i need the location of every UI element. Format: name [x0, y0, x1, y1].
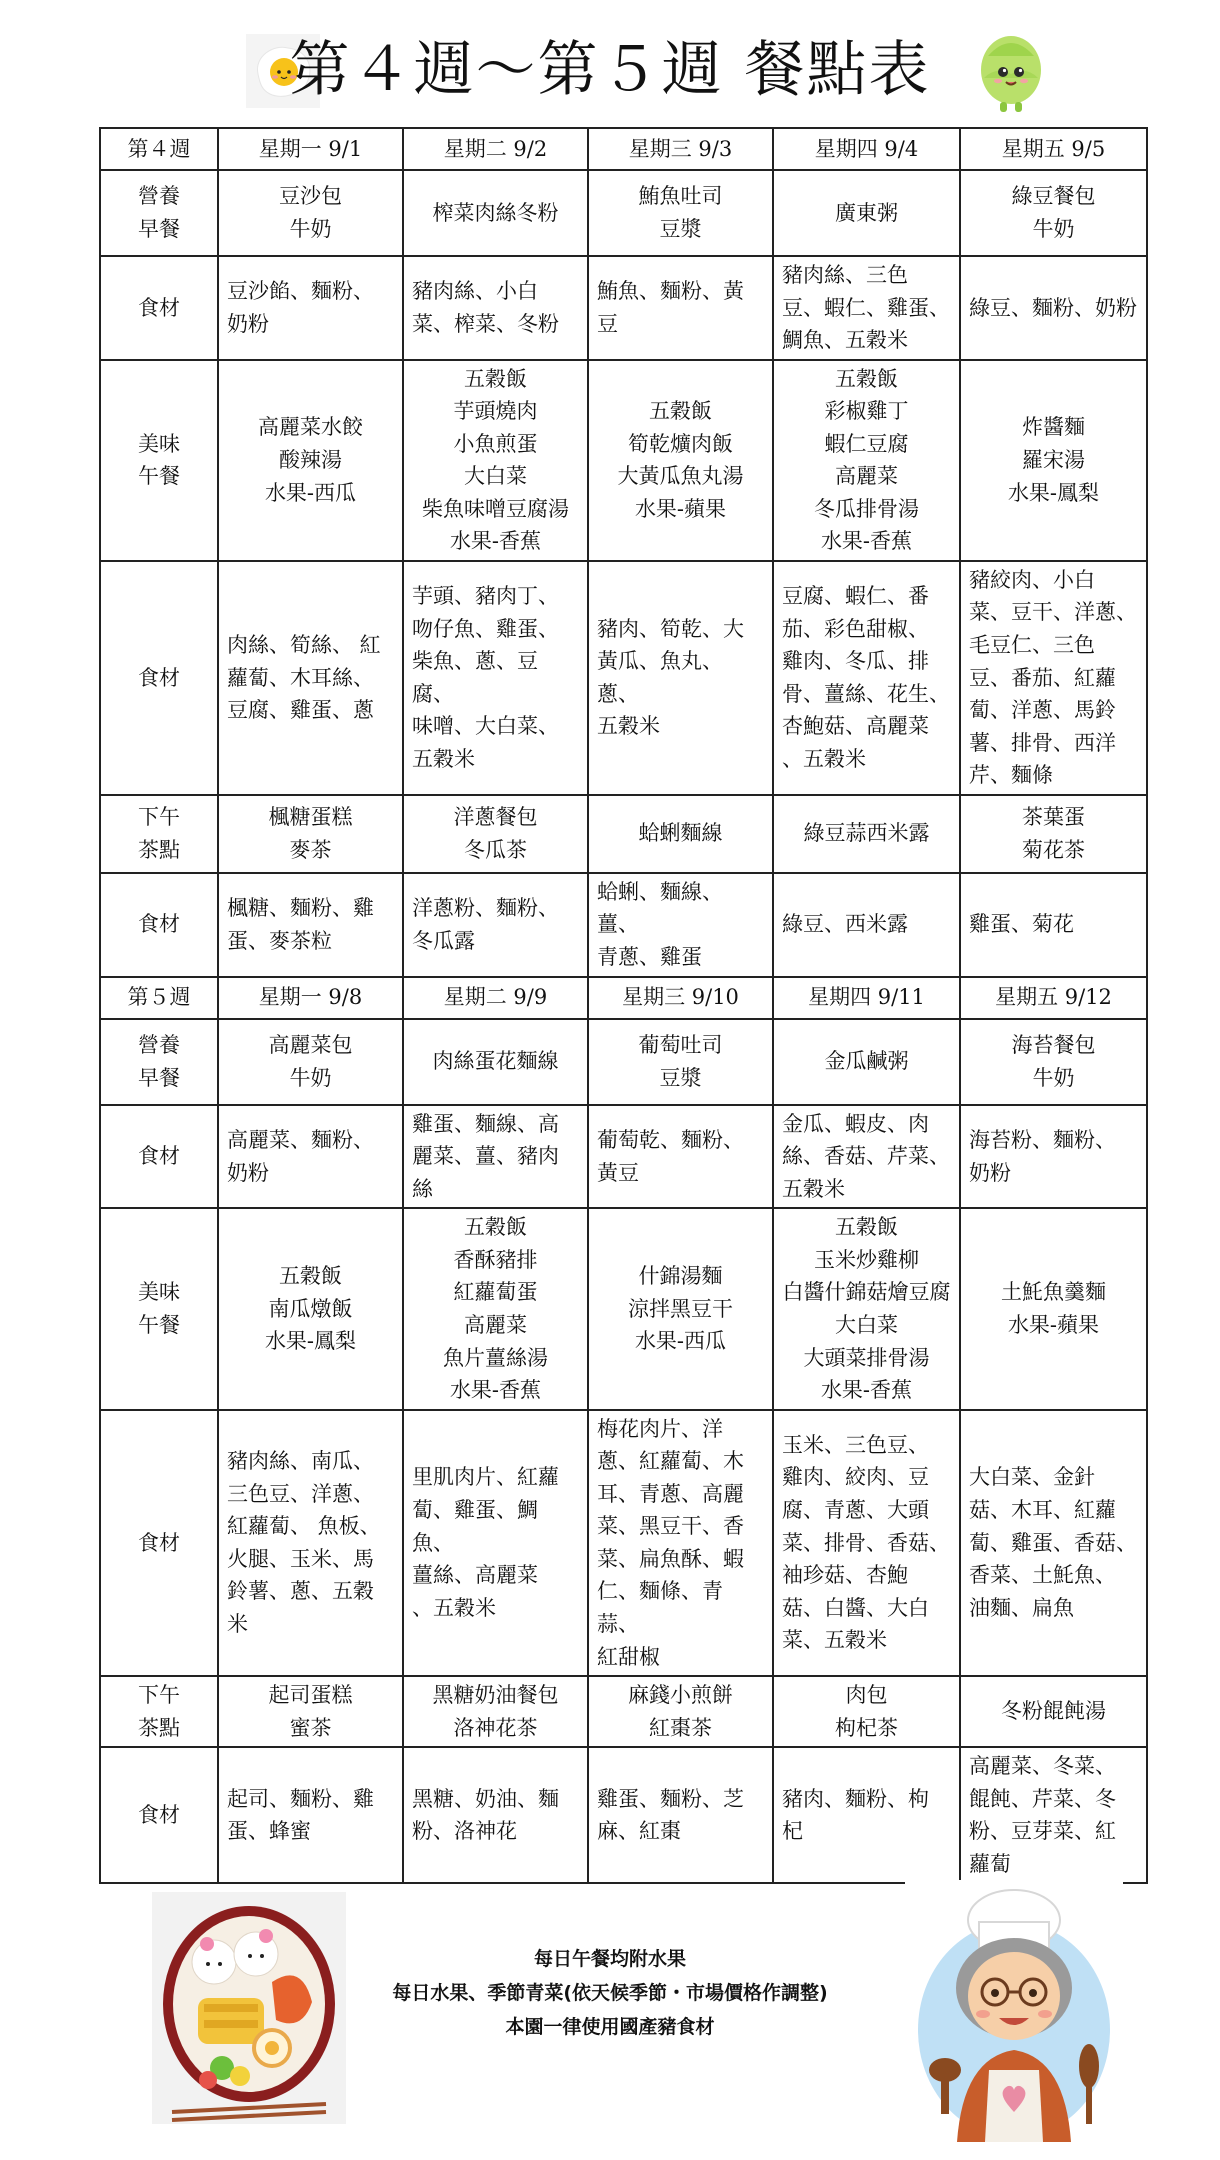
ingredients-cell: 里肌肉片、紅蘿 蔔、雞蛋、鯛魚、 薑絲、高麗菜 、五穀米 [403, 1410, 588, 1676]
row-label: 食材 [100, 1410, 218, 1676]
day-header: 星期三 9/10 [588, 977, 773, 1019]
ingredients-cell: 芋頭、豬肉丁、 吻仔魚、雞蛋、 柴魚、蔥、豆腐、 味噌、大白菜、 五穀米 [403, 561, 588, 795]
ingredients-cell: 綠豆、麵粉、奶粉 [960, 256, 1147, 360]
row-label: 食材 [100, 1747, 218, 1883]
meal-cell: 廣東粥 [773, 170, 960, 256]
day-header: 星期五 9/12 [960, 977, 1147, 1019]
notes [330, 1942, 890, 2044]
ingredients-cell: 豬肉、筍乾、大 黃瓜、魚丸、蔥、 五穀米 [588, 561, 773, 795]
ingredients-cell: 梅花肉片、洋 蔥、紅蘿蔔、木 耳、青蔥、高麗 菜、黑豆干、香 菜、扁魚酥、蝦 仁、麵條、青蒜、 紅甜椒 [588, 1410, 773, 1676]
meal-row [100, 1676, 1147, 1747]
meal-cell: 五穀飯 彩椒雞丁 蝦仁豆腐 高麗菜 冬瓜排骨湯 水果-香蕉 [773, 360, 960, 561]
row-label: 食材 [100, 1105, 218, 1209]
ingredients-cell: 蛤蜊、麵線、薑、 青蔥、雞蛋 [588, 873, 773, 977]
ingredients-cell: 楓糖、麵粉、雞 蛋、麥茶粒 [218, 873, 403, 977]
ingredients-row [100, 873, 1147, 977]
row-label: 食材 [100, 561, 218, 795]
meal-row [100, 1208, 1147, 1409]
ingredients-cell: 豬肉絲、南瓜、 三色豆、洋蔥、 紅蘿蔔、 魚板、 火腿、玉米、馬 鈴薯、蔥、五穀 米 [218, 1410, 403, 1676]
meal-cell: 鮪魚吐司 豆漿 [588, 170, 773, 256]
meal-row [100, 360, 1147, 561]
row-label: 美味 午餐 [100, 360, 218, 561]
meal-cell: 起司蛋糕 蜜茶 [218, 1676, 403, 1747]
menu-table [99, 127, 1148, 1884]
meal-cell: 冬粉餛飩湯 [960, 1676, 1147, 1747]
ingredients-cell: 雞蛋、麵線、高 麗菜、薑、豬肉 絲 [403, 1105, 588, 1209]
ingredients-row [100, 561, 1147, 795]
day-header: 星期五 9/5 [960, 128, 1147, 170]
meal-cell: 肉包 枸杞茶 [773, 1676, 960, 1747]
meal-row [100, 1019, 1147, 1105]
ingredients-cell: 豬肉絲、小白 菜、榨菜、冬粉 [403, 256, 588, 360]
ingredients-cell: 黑糖、奶油、麵 粉、洛神花 [403, 1747, 588, 1883]
ingredients-cell: 豬絞肉、小白 菜、豆干、洋蔥、 毛豆仁、三色 豆、番茄、紅蘿 蔔、洋蔥、馬鈴 薯、排骨、西洋 芹、麵條 [960, 561, 1147, 795]
meal-cell: 什錦湯麵 涼拌黑豆干 水果-西瓜 [588, 1208, 773, 1409]
ingredients-cell: 豆腐、蝦仁、番 茄、彩色甜椒、 雞肉、冬瓜、排 骨、薑絲、花生、 杏鮑菇、高麗菜 、五穀米 [773, 561, 960, 795]
ingredients-row [100, 1410, 1147, 1676]
ingredients-cell: 高麗菜、麵粉、 奶粉 [218, 1105, 403, 1209]
ingredients-cell: 葡萄乾、麵粉、 黃豆 [588, 1105, 773, 1209]
ingredients-cell: 豆沙餡、麵粉、 奶粉 [218, 256, 403, 360]
page-title: 第４週～第５週 餐點表 [289, 35, 931, 105]
meal-cell: 葡萄吐司 豆漿 [588, 1019, 773, 1105]
ingredients-cell: 雞蛋、菊花 [960, 873, 1147, 977]
meal-cell: 土魠魚羹麵 水果-蘋果 [960, 1208, 1147, 1409]
meal-cell: 海苔餐包 牛奶 [960, 1019, 1147, 1105]
meal-cell: 榨菜肉絲冬粉 [403, 170, 588, 256]
meal-row [100, 170, 1147, 256]
week-label: 第４週 [100, 128, 218, 170]
meal-cell: 黑糖奶油餐包 洛神花茶 [403, 1676, 588, 1747]
row-label: 營養 早餐 [100, 170, 218, 256]
ingredients-row [100, 256, 1147, 360]
ingredients-cell: 起司、麵粉、雞 蛋、蜂蜜 [218, 1747, 403, 1883]
ingredients-cell: 高麗菜、冬菜、 餛飩、芹菜、冬 粉、豆芽菜、紅 蘿蔔 [960, 1747, 1147, 1883]
meal-cell: 高麗菜包 牛奶 [218, 1019, 403, 1105]
row-label: 營養 早餐 [100, 1019, 218, 1105]
day-header: 星期四 9/11 [773, 977, 960, 1019]
ingredients-row [100, 1105, 1147, 1209]
note-line: 本園一律使用國產豬食材 [505, 2016, 715, 2038]
ingredients-cell: 洋蔥粉、麵粉、 冬瓜露 [403, 873, 588, 977]
meal-cell: 五穀飯 香酥豬排 紅蘿蔔蛋 高麗菜 魚片薑絲湯 水果-香蕉 [403, 1208, 588, 1409]
row-label: 食材 [100, 873, 218, 977]
meal-cell: 綠豆餐包 牛奶 [960, 170, 1147, 256]
note-line: 每日水果、季節青菜(依天候季節・市場價格作調整) [392, 1982, 828, 2004]
meal-cell: 洋蔥餐包 冬瓜茶 [403, 795, 588, 873]
day-header: 星期三 9/3 [588, 128, 773, 170]
meal-cell: 五穀飯 玉米炒雞柳 白醬什錦菇燴豆腐 大白菜 大頭菜排骨湯 水果-香蕉 [773, 1208, 960, 1409]
meal-cell: 高麗菜水餃 酸辣湯 水果-西瓜 [218, 360, 403, 561]
meal-cell: 麻錢小煎餅 紅棗茶 [588, 1676, 773, 1747]
ingredients-cell: 海苔粉、麵粉、 奶粉 [960, 1105, 1147, 1209]
ingredients-cell: 鮪魚、麵粉、黃 豆 [588, 256, 773, 360]
meal-cell: 蛤蜊麵線 [588, 795, 773, 873]
ingredients-cell: 雞蛋、麵粉、芝 麻、紅棗 [588, 1747, 773, 1883]
meal-cell: 楓糖蛋糕 麥茶 [218, 795, 403, 873]
ingredients-cell: 玉米、三色豆、 雞肉、絞肉、豆 腐、青蔥、大頭 菜、排骨、香菇、 袖珍菇、杏鮑 菇、白醬、大白 菜、五穀米 [773, 1410, 960, 1676]
week-header-row [100, 977, 1147, 1019]
meal-cell: 五穀飯 南瓜燉飯 水果-鳳梨 [218, 1208, 403, 1409]
meal-cell: 五穀飯 筍乾爌肉飯 大黃瓜魚丸湯 水果-蘋果 [588, 360, 773, 561]
meal-cell: 金瓜鹹粥 [773, 1019, 960, 1105]
day-header: 星期一 9/8 [218, 977, 403, 1019]
day-header: 星期四 9/4 [773, 128, 960, 170]
ingredients-row [100, 1747, 1147, 1883]
ingredients-cell: 綠豆、西米露 [773, 873, 960, 977]
ingredients-cell: 豬肉、麵粉、枸 杞 [773, 1747, 960, 1883]
ingredients-cell: 豬肉絲、三色 豆、蝦仁、雞蛋、 鯛魚、五穀米 [773, 256, 960, 360]
day-header: 星期一 9/1 [218, 128, 403, 170]
day-header: 星期二 9/9 [403, 977, 588, 1019]
cabbage-character-icon [976, 26, 1046, 114]
bento-box-illustration [152, 1892, 346, 2124]
meal-cell: 茶葉蛋 菊花茶 [960, 795, 1147, 873]
ingredients-cell: 大白菜、金針 菇、木耳、紅蘿 蔔、雞蛋、香菇、 香菜、土魠魚、 油麵、扁魚 [960, 1410, 1147, 1676]
row-label: 下午 茶點 [100, 1676, 218, 1747]
ingredients-cell: 肉絲、筍絲、 紅 蘿蔔、木耳絲、 豆腐、雞蛋、蔥 [218, 561, 403, 795]
ingredients-cell: 金瓜、蝦皮、肉 絲、香菇、芹菜、 五穀米 [773, 1105, 960, 1209]
grandma-chef-illustration [905, 1880, 1123, 2142]
week-header-row [100, 128, 1147, 170]
meal-cell: 豆沙包 牛奶 [218, 170, 403, 256]
meal-cell: 肉絲蛋花麵線 [403, 1019, 588, 1105]
row-label: 下午 茶點 [100, 795, 218, 873]
week-label: 第５週 [100, 977, 218, 1019]
meal-cell: 炸醬麵 羅宋湯 水果-鳳梨 [960, 360, 1147, 561]
meal-cell: 綠豆蒜西米露 [773, 795, 960, 873]
note-line: 每日午餐均附水果 [533, 1948, 686, 1970]
meal-cell: 五穀飯 芋頭燒肉 小魚煎蛋 大白菜 柴魚味噌豆腐湯 水果-香蕉 [403, 360, 588, 561]
meal-row [100, 795, 1147, 873]
row-label: 美味 午餐 [100, 1208, 218, 1409]
day-header: 星期二 9/2 [403, 128, 588, 170]
header [0, 20, 1220, 120]
row-label: 食材 [100, 256, 218, 360]
